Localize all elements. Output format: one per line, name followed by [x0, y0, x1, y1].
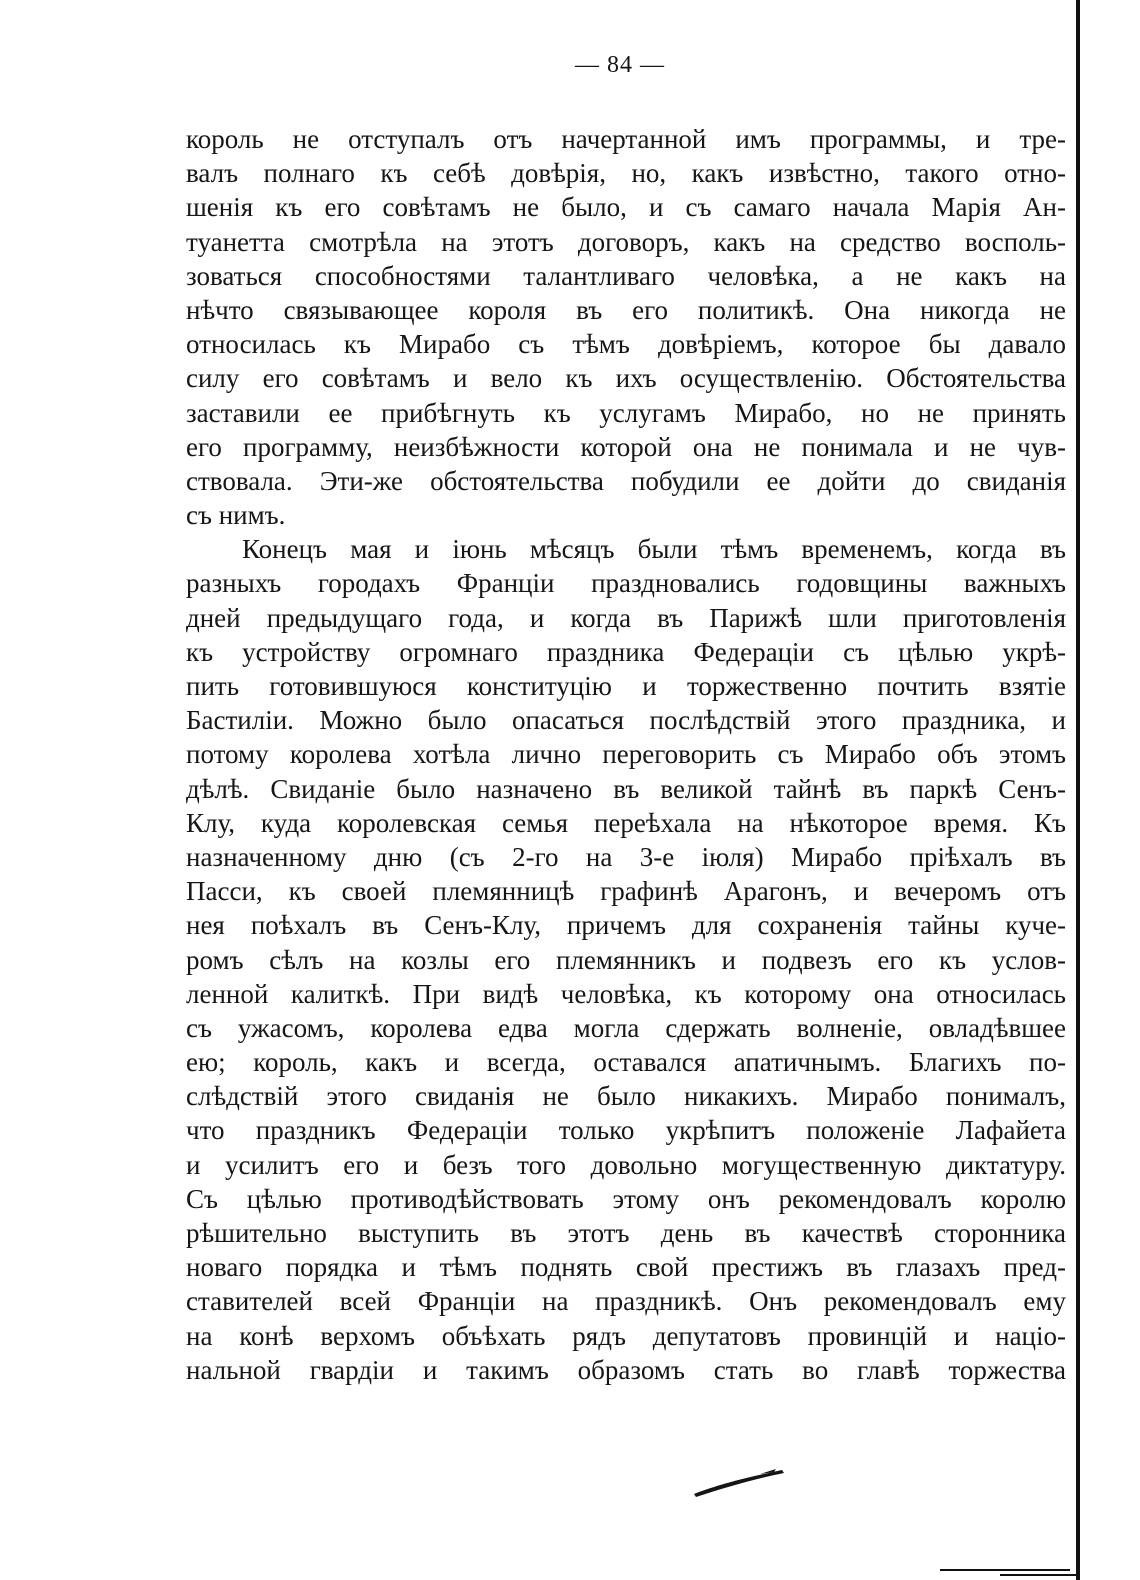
- text-line: съ нимъ.: [186, 500, 286, 531]
- text-line: ею; король, какъ и всегда, оставался апатичнымъ. Благихъ по-: [186, 1047, 1066, 1078]
- page-number: — 84 —: [575, 52, 665, 78]
- text-line: къ устройству огромнаго праздника Федераціи съ цѣлью укрѣ-: [186, 636, 1066, 667]
- text-fragment: ромъ сѣлъ на козлы его племянникъ и подвезъ его къ услов-: [186, 944, 1066, 975]
- text-line: рѣшительно выступить въ этотъ день въ качествѣ сторонника: [186, 1218, 1066, 1248]
- text-line: [186, 977, 1066, 1011]
- text-line: дней предыдущаго года, и когда въ Парижѣ шли приготовленія: [186, 602, 1066, 633]
- text-line: на конѣ верхомъ объѣхать рядъ депутатовъ провинцій и націо-: [186, 1320, 1066, 1351]
- text-line: Конецъ мая и іюнь мѣсяцъ были тѣмъ временемъ, когда въ: [242, 534, 1066, 565]
- text-line: туанетта смотрѣла на этотъ договоръ, какъ на средство восполь-: [186, 226, 1066, 257]
- text-line: относилась къ Мирабо съ тѣмъ довѣріемъ, которое бы давало: [186, 329, 1066, 360]
- text-line: дѣлѣ. Свиданіе было назначено въ великой тайнѣ въ паркѣ Сенъ-: [186, 773, 1066, 804]
- page-edge-rule: [1076, 0, 1080, 1580]
- text-line: валъ полнаго къ себѣ довѣрія, но, какъ извѣстно, такого отно-: [186, 158, 1066, 189]
- text-line: новаго порядка и тѣмъ поднять свой престижъ въ глазахъ пред-: [186, 1252, 1066, 1283]
- text-line: Бастиліи. Можно было опасаться послѣдствій этого праздника, и: [186, 705, 1066, 736]
- text-line: что праздникъ Федераціи только укрѣпитъ положеніе Лафайета: [186, 1115, 1066, 1146]
- text-line: заставили ее прибѣгнуть къ услугамъ Мирабо, но не принять: [186, 397, 1066, 428]
- text-line: Клу, куда королевская семья переѣхала на нѣкоторое время. Къ: [186, 807, 1066, 838]
- text-line: ставителей всей Франціи на праздникѣ. Онъ рекомендовалъ ему: [186, 1286, 1066, 1317]
- text-line: потому королева хотѣла лично переговорить съ Мирабо объ этомъ: [186, 739, 1066, 770]
- text-line: пить готовившуюся конституцію и торжественно почтить взятіе: [186, 671, 1066, 701]
- text-line: Пасси, къ своей племянницѣ графинѣ Арагонъ, и вечеромъ отъ: [186, 876, 1066, 907]
- text-line: разныхъ городахъ Франціи праздновались годовщины важныхъ: [186, 568, 1066, 599]
- text-line: король не отступалъ отъ начертанной имъ программы, и тре-: [186, 124, 1066, 154]
- text-line: нальной гвардіи и такимъ образомъ стать во главѣ торжества: [186, 1354, 1066, 1385]
- text-line: [186, 943, 1066, 977]
- ornament-flourish: [690, 1460, 790, 1500]
- body-text: [186, 122, 1066, 1387]
- text-line: слѣдствій этого свиданія не было никакихъ. Мирабо понималъ,: [186, 1081, 1066, 1112]
- text-line: силу его совѣтамъ и вело къ ихъ осуществленію. Обстоятельства: [186, 363, 1066, 394]
- text-line: его программу, неизбѣжности которой она не понимала и не чув-: [186, 431, 1066, 462]
- text-line: Съ цѣлью противодѣйствовать этому онъ рекомендовалъ королю: [186, 1183, 1066, 1214]
- text-fragment: При видѣ человѣка, къ которому она относилась: [412, 978, 1066, 1009]
- text-line: нѣчто связывающее короля въ его политикѣ. Она никогда не: [186, 294, 1066, 325]
- text-line: нея поѣхалъ въ Сенъ-Клу, причемъ для сохраненія тайны куче-: [186, 910, 1066, 941]
- text-line: шенія къ его совѣтамъ не было, и съ самаго начала Марія Ан-: [186, 192, 1066, 223]
- text-line: ствовала. Эти-же обстоятельства побудили ее дойти до свиданія: [186, 465, 1066, 496]
- scan-edge-marks: [940, 1548, 1080, 1578]
- text-line: назначенному дню (съ 2-го на 3-е іюля) Мирабо пріѣхалъ въ: [186, 841, 1066, 872]
- text-fragment: ленной калиткѣ.: [186, 978, 413, 1009]
- paragraph-1: [186, 122, 1066, 532]
- text-line: зоваться способностями талантливаго человѣка, а не какъ на: [186, 260, 1066, 291]
- text-line: съ ужасомъ, королева едва могла сдержать волненіе, овладѣвшее: [186, 1012, 1066, 1043]
- text-line: и усилитъ его и безъ того довольно могущественную диктатуру.: [186, 1149, 1066, 1180]
- paragraph-2: [186, 532, 1066, 1387]
